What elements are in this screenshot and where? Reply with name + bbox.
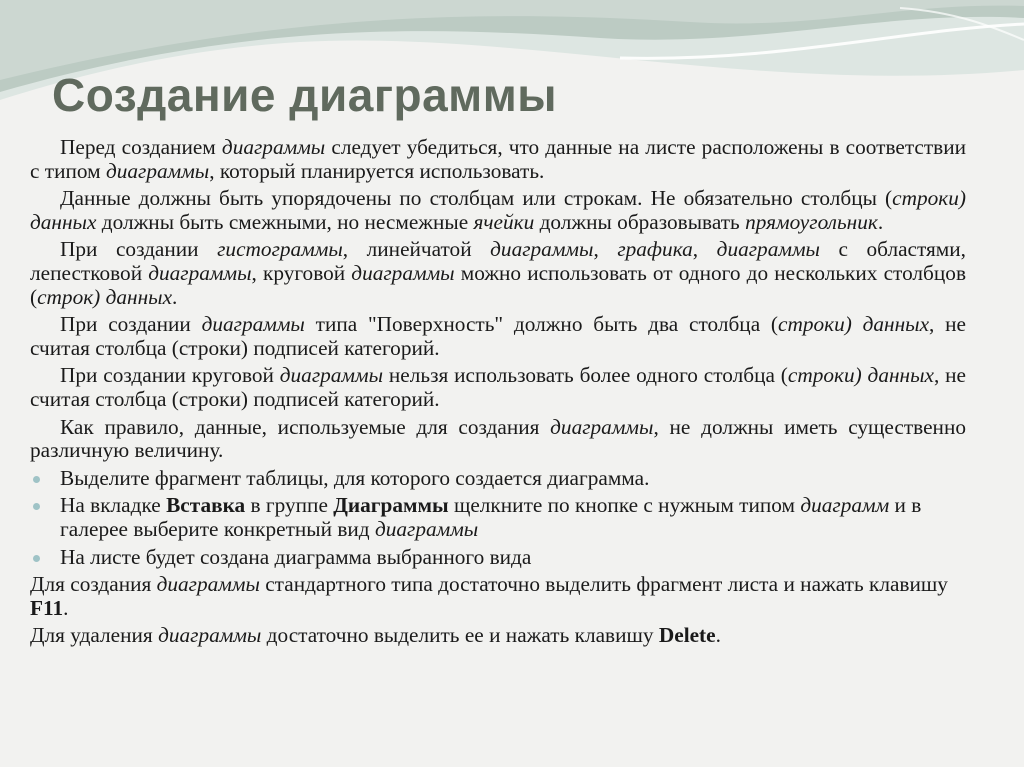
bold-term: Вставка [166, 493, 246, 518]
bullet-item [30, 467, 966, 491]
bold-term: Диаграммы [333, 493, 449, 518]
italic-term: диаграммы [550, 414, 654, 439]
italic-term: диаграмм [800, 493, 890, 518]
italic-term: диаграммы [716, 237, 820, 262]
paragraph: Как правило, данные, используемые для создания диаграммы, не должны иметь существенно различную величину. [30, 414, 966, 463]
bold-term: Delete [658, 623, 716, 648]
italic-term: графика [617, 237, 693, 262]
slide-title: Создание диаграммы [52, 69, 558, 121]
paragraph: Данные должны быть упорядочены по столбцам или строкам. Не обязательно столбцы (строки) данных должны быть смежными, но несмежные ячейки должны образовывать прямоугольник. [30, 186, 966, 234]
italic-term: строки) данных [30, 186, 966, 234]
bullet-text: На вкладке Вставка в группе Диаграммы щелкните по кнопке с нужным типом диаграмм и в галерее выберите конкретный вид диаграммы [60, 493, 922, 541]
italic-term: диаграммы [156, 572, 260, 597]
italic-term: диаграммы [351, 260, 455, 285]
italic-term: диаграммы [105, 158, 210, 183]
closing-paragraph: Для создания диаграммы стандартного типа достаточно выделить фрагмент листа и нажать клавишу F11. [30, 572, 948, 620]
bullet-item [30, 546, 966, 570]
italic-term: гистограммы [217, 237, 343, 262]
paragraph: При создании круговой диаграммы нельзя использовать более одного столбца (строки) данных, не считая столбца (строки) подписей категорий. [30, 363, 967, 411]
paragraph: При создании диаграммы типа "Поверхность" должно быть два столбца (строки) данных, не считая столбца (строки) подписей категорий. [30, 312, 966, 360]
paragraph: Перед созданием диаграммы следует убедиться, что данные на листе расположены в соответствии с типом диаграммы, который планируется использовать. [30, 135, 966, 183]
bold-term: F11 [30, 595, 64, 620]
bullet-item [30, 494, 966, 541]
italic-term: диаграммы [158, 623, 262, 648]
paragraph: При создании гистограммы, линейчатой диаграммы, графика, диаграммы с областями, лепестковой диаграммы, круговой диаграммы можно использовать от одного до нескольких столбцов (строк) данных. [30, 237, 967, 309]
italic-term: строки) данных [778, 312, 930, 337]
bullet-text: Выделите фрагмент таблицы, для которого создается диаграмма. [60, 465, 650, 490]
italic-term: прямоугольник [745, 209, 878, 234]
italic-term: строк) данных [37, 284, 173, 309]
closing-paragraph: Для удаления диаграммы достаточно выделить ее и нажать клавишу Delete. [30, 623, 721, 648]
italic-term: диаграммы [221, 135, 326, 159]
italic-term: диаграммы [148, 260, 252, 285]
italic-term: ячейки [473, 209, 535, 234]
bullet-dot-icon [33, 503, 40, 510]
bullet-dot-icon [33, 555, 40, 562]
italic-term: строки) данных [787, 363, 934, 388]
bullet-text: На листе будет создана диаграмма выбранного вида [60, 544, 532, 569]
italic-term: диаграммы [374, 516, 479, 541]
italic-term: диаграммы [490, 237, 594, 262]
slide-content [30, 136, 966, 652]
italic-term: диаграммы [201, 312, 305, 337]
bullet-dot-icon [33, 476, 40, 483]
italic-term: диаграммы [279, 363, 384, 388]
